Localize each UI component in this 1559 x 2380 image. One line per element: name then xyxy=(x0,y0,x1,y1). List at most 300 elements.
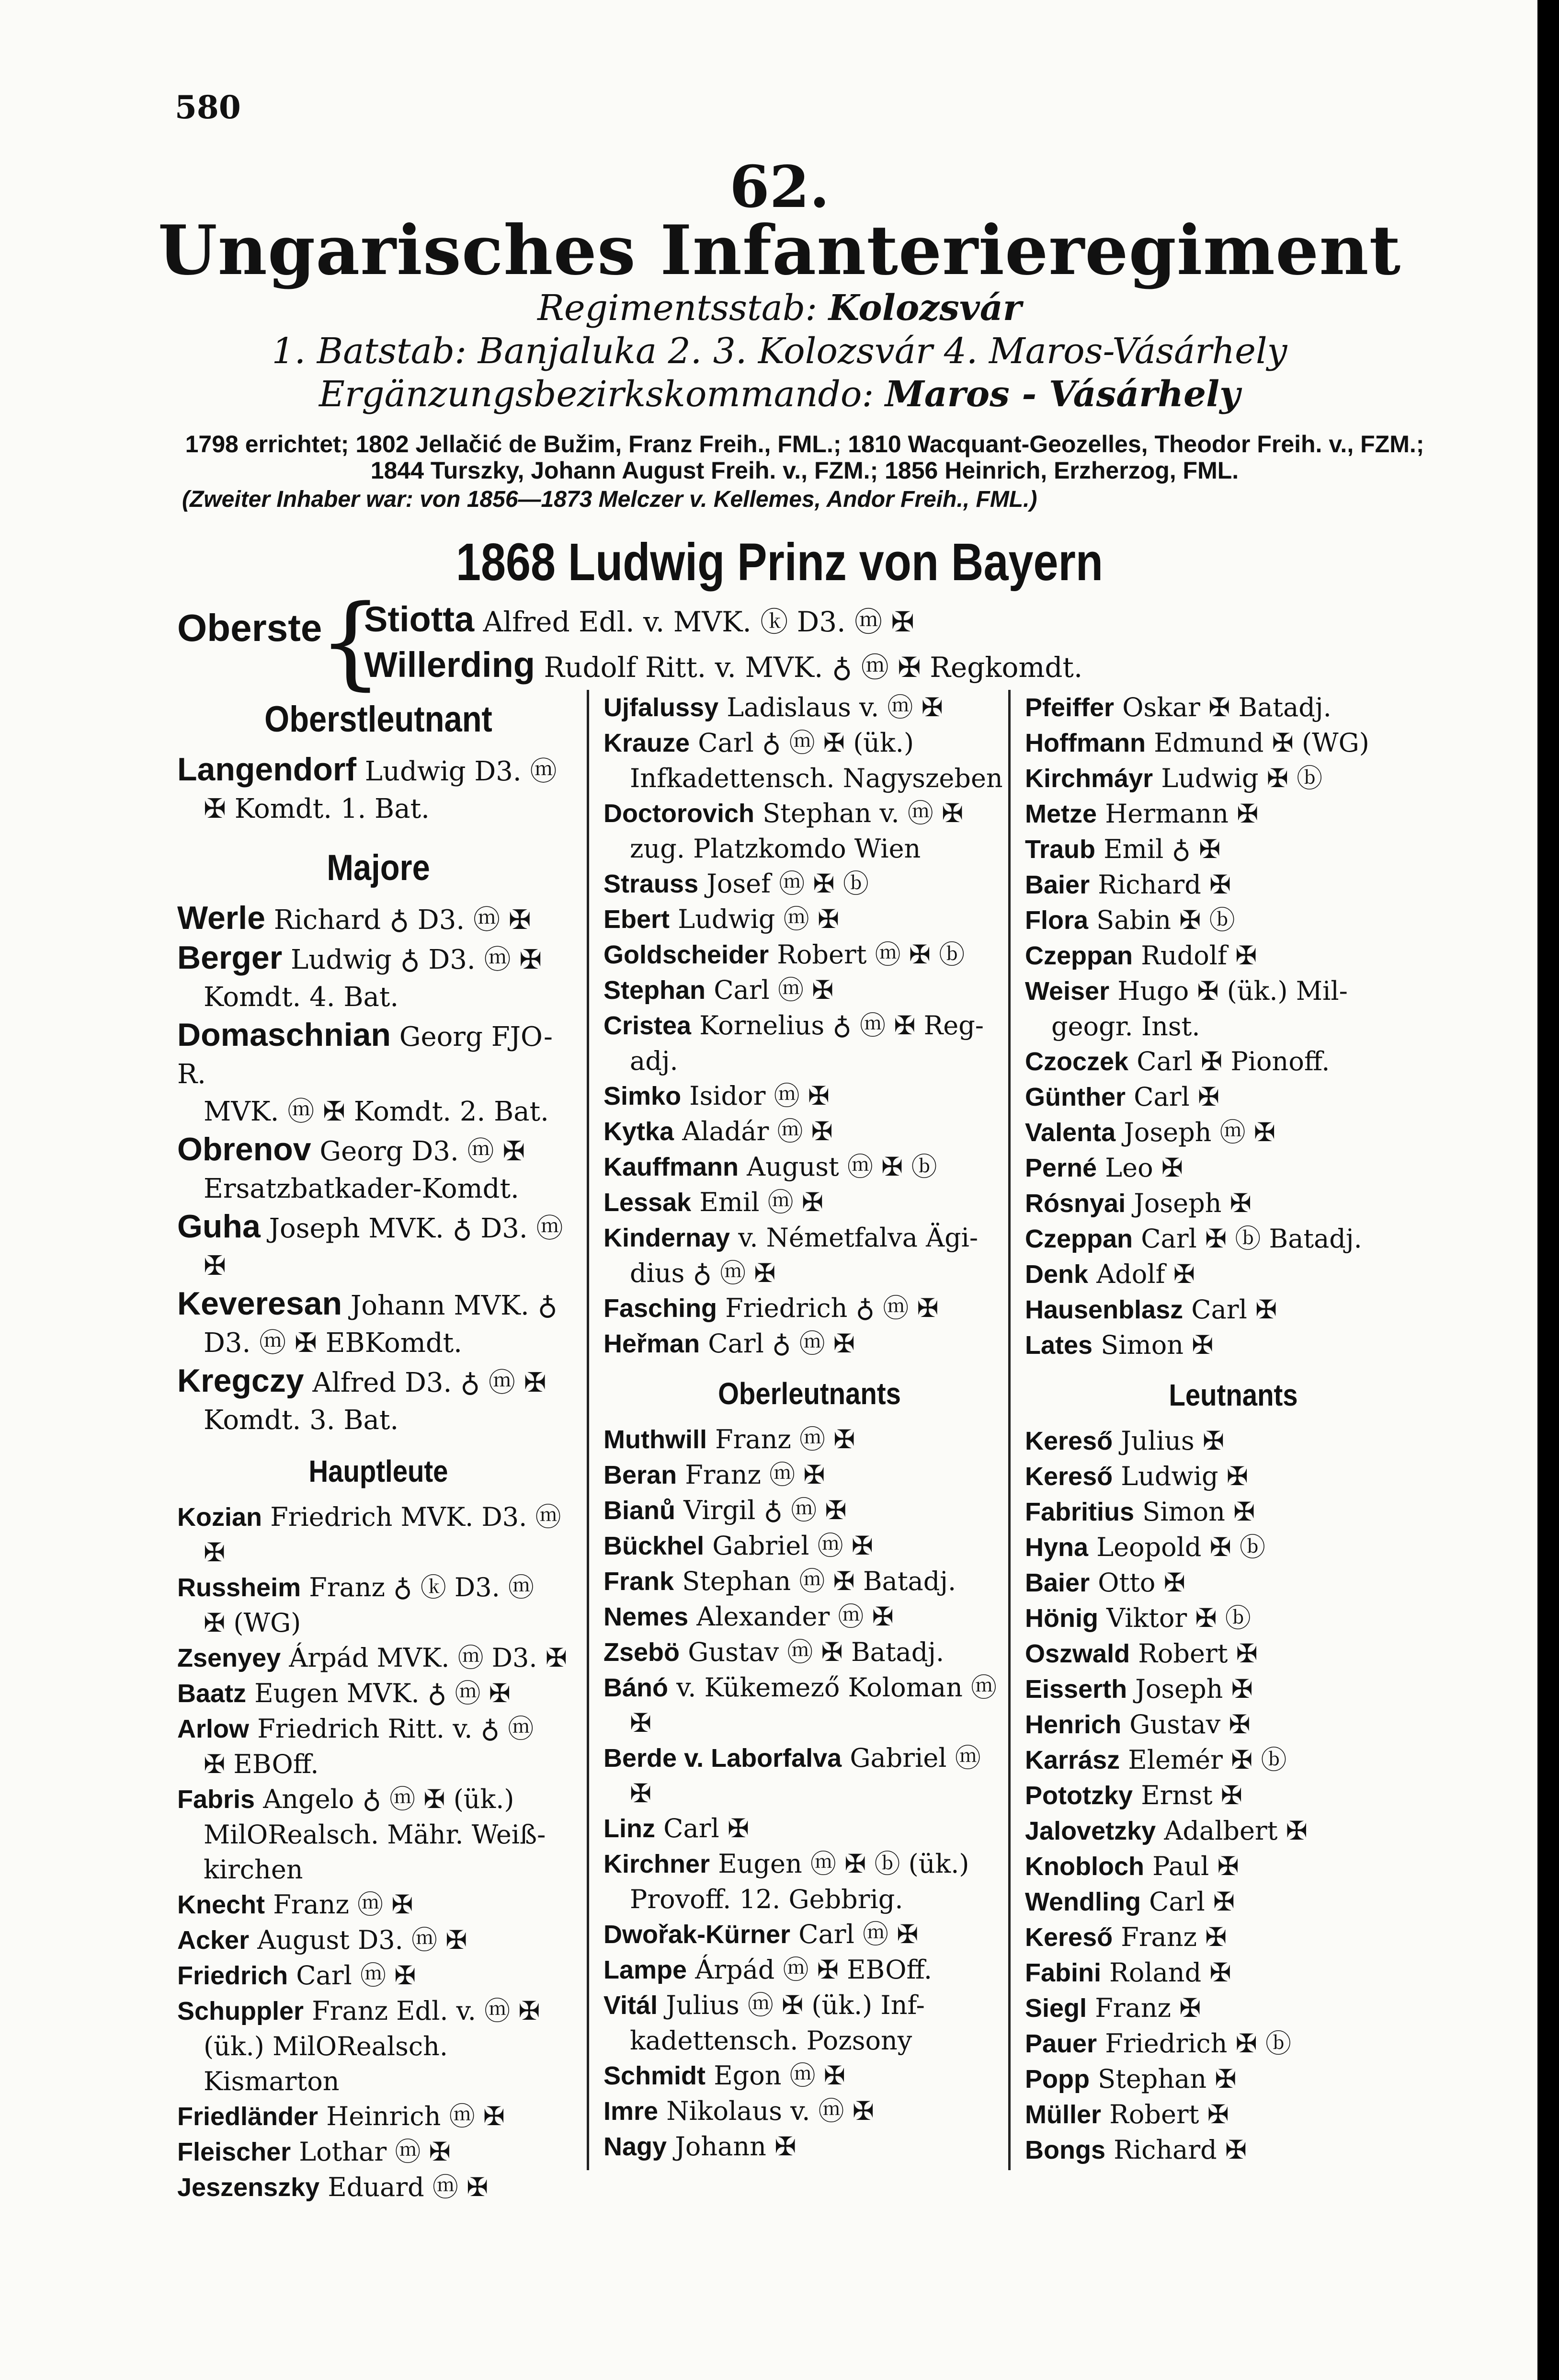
entry-continuation: Ersatzbatkader-Komdt. xyxy=(204,1173,519,1204)
officer-name: Schuppler xyxy=(177,1997,304,2025)
batstab-value: Banjaluka 2. 3. Kolozsvár 4. Maros-Vásárhely xyxy=(478,331,1287,372)
roster-entry xyxy=(603,2058,1015,2094)
officer-details: Richard ✠ xyxy=(1114,2135,1247,2165)
officer-name: Heřman xyxy=(603,1329,700,1358)
roster-entry xyxy=(177,2170,580,2205)
roster-entry xyxy=(1025,832,1442,867)
entry-continuation: Komdt. 3. Bat. xyxy=(204,1405,399,1436)
officer-details: Carl ⓜ ✠ xyxy=(798,1919,919,1949)
roster-entry xyxy=(1025,1459,1442,1494)
section-heading-hauptleute: Hauptleute xyxy=(308,1454,448,1488)
roster-entry xyxy=(1025,1150,1442,1186)
officer-details: Roland ✠ xyxy=(1109,1957,1231,1988)
ergaenzung-label: Ergänzungsbezirkskommando: xyxy=(319,374,874,415)
officer-details: Ludwig ⓜ ✠ xyxy=(678,904,840,934)
officer-details: Hugo ✠ (ük.) Mil- xyxy=(1117,976,1348,1006)
section-heading-leutnants: Leutnants xyxy=(1169,1378,1298,1412)
roster-entry xyxy=(1025,1423,1442,1459)
roster-entry xyxy=(1025,903,1442,938)
officer-details: Franz ✠ xyxy=(1095,1993,1201,2023)
officer-name: Hönig xyxy=(1025,1604,1098,1633)
officer-name: Kregczy xyxy=(177,1362,304,1399)
officer-details: Carl ✠ xyxy=(663,1813,750,1843)
officer-name: Kozian xyxy=(177,1503,262,1532)
roster-entry xyxy=(1025,1955,1442,1991)
officer-name: Kirchmáyr xyxy=(1025,764,1153,793)
officer-details: Georg D3. ⓜ ✠ xyxy=(319,1136,525,1167)
officer-name: Valenta xyxy=(1025,1118,1116,1147)
entry-continuation: MVK. ⓜ ✠ Komdt. 2. Bat. xyxy=(204,1096,549,1127)
officer-name: Czeppan xyxy=(1025,941,1133,970)
roster-entry xyxy=(177,1958,580,1993)
roster-entry xyxy=(177,939,580,1016)
oberst-entry xyxy=(364,599,914,640)
officer-details: Árpád MVK. ⓜ D3. ✠ xyxy=(289,1643,567,1673)
officer-name: Günther xyxy=(1025,1083,1126,1111)
officer-details: Carl ♁ ⓜ ✠ (ük.) xyxy=(698,728,914,758)
entry-continuation: dius ♁ ⓜ ✠ xyxy=(630,1258,776,1288)
roster-entry xyxy=(1025,1292,1442,1327)
roster-entry xyxy=(603,1917,1015,1952)
officer-details: Richard ✠ xyxy=(1098,870,1231,900)
roster-entry xyxy=(177,2099,580,2134)
roster-entry xyxy=(1025,938,1442,973)
officer-name: Friedländer xyxy=(177,2102,319,2131)
officer-name: Strauss xyxy=(603,870,699,898)
roster-entry xyxy=(177,1676,580,1711)
oberst-details: Alfred Edl. v. MVK. ⓚ D3. ⓜ ✠ xyxy=(483,606,915,638)
entry-continuation: ✠ (WG) xyxy=(204,1608,301,1638)
officer-details: Robert ⓜ ✠ ⓑ xyxy=(777,939,965,970)
roster-entry xyxy=(177,1285,580,1362)
roster-entry xyxy=(603,1149,1015,1185)
officer-name: Flora xyxy=(1025,906,1089,935)
officer-details: Ludwig ✠ ⓑ xyxy=(1161,763,1323,793)
roster-entry xyxy=(177,1362,580,1439)
roster-entry xyxy=(603,1078,1015,1114)
officer-name: Fasching xyxy=(603,1294,717,1323)
officer-name: Schmidt xyxy=(603,2061,706,2090)
regimentsstab-label: Regimentsstab: xyxy=(537,287,818,329)
officer-details: Leo ✠ xyxy=(1105,1153,1183,1183)
batstab-line xyxy=(0,331,1537,372)
officer-name: Karrász xyxy=(1025,1746,1120,1774)
roster-entry xyxy=(603,1291,1015,1326)
ergaenzung-value: Maros - Vásárhely xyxy=(885,374,1240,415)
roster-entry xyxy=(603,1635,1015,1670)
regiment-number: 62. xyxy=(729,153,830,221)
officer-name: Kereső xyxy=(1025,1427,1113,1455)
officer-details: Heinrich ⓜ ✠ xyxy=(326,2101,505,2131)
officer-details: August ⓜ ✠ ⓑ xyxy=(747,1152,937,1182)
officer-details: Ludwig D3. ⓜ xyxy=(364,756,557,787)
regimentsstab-line xyxy=(0,287,1537,329)
roster-entry xyxy=(177,1711,580,1782)
officer-name: Jalovetzky xyxy=(1025,1817,1156,1845)
officer-name: Baier xyxy=(1025,870,1090,899)
column-3 xyxy=(1025,690,1442,2168)
page-title: Ungarisches Infanterieregiment xyxy=(158,211,1401,290)
column-1 xyxy=(177,690,580,2205)
entry-continuation: ✠ xyxy=(204,1537,226,1568)
roster-entry xyxy=(603,2094,1015,2129)
officer-name: Bánó xyxy=(603,1673,668,1702)
officer-details: Carl ⓜ ✠ xyxy=(714,975,834,1005)
roster-entry xyxy=(603,1326,1015,1362)
officer-details: August D3. ⓜ ✠ xyxy=(257,1925,467,1955)
entry-continuation: kadettensch. Pozsony xyxy=(630,2025,912,2056)
officer-details: Paul ✠ xyxy=(1152,1851,1239,1881)
section-heading-oberleutnants: Oberleutnants xyxy=(718,1376,901,1411)
regiment-owner: 1868 Ludwig Prinz von Bayern xyxy=(456,533,1103,592)
roster-entry xyxy=(177,2134,580,2170)
officer-details: Friedrich ✠ ⓑ xyxy=(1105,2028,1292,2059)
roster-entry xyxy=(177,1782,580,1887)
roster-entry xyxy=(1025,1044,1442,1079)
officer-details: Simon ✠ xyxy=(1142,1497,1255,1527)
officer-details: Joseph ⓜ ✠ xyxy=(1124,1117,1276,1147)
officer-details: Hermann ✠ xyxy=(1105,799,1259,829)
roster-entry xyxy=(1025,1530,1442,1565)
roster-entry xyxy=(1025,1636,1442,1671)
officer-name: Russheim xyxy=(177,1573,301,1602)
officer-details: Friedrich MVK. D3. ⓜ xyxy=(270,1502,561,1532)
roster-entry xyxy=(603,1740,1015,1811)
officer-name: Krauze xyxy=(603,729,690,757)
roster-entry xyxy=(1025,1920,1442,1955)
officer-details: v. Kükemező Koloman ⓜ xyxy=(676,1672,997,1703)
officer-name: Doctorovich xyxy=(603,799,755,828)
officer-name: Berger xyxy=(177,939,283,976)
entry-continuation: MilORealsch. Mähr. Weiß-kirchen xyxy=(204,1819,546,1885)
roster-entry xyxy=(1025,1257,1442,1292)
roster-entry xyxy=(603,1599,1015,1635)
officer-details: Elemér ✠ ⓑ xyxy=(1128,1745,1287,1775)
officer-name: Baier xyxy=(1025,1568,1090,1597)
officer-name: Perné xyxy=(1025,1154,1097,1182)
roster-entry xyxy=(1025,1115,1442,1150)
officer-details: Angelo ♁ ⓜ ✠ (ük.) xyxy=(263,1784,514,1814)
roster-entry xyxy=(603,1457,1015,1493)
officer-details: Friedrich ♁ ⓜ ✠ xyxy=(725,1293,939,1323)
officer-details: Georg FJO-R. xyxy=(177,1021,553,1090)
officer-name: Zsebö xyxy=(603,1638,680,1667)
roster-entry xyxy=(177,1499,580,1570)
officer-details: Julius ✠ xyxy=(1121,1426,1225,1456)
roster-entry xyxy=(1025,973,1442,1044)
section-heading-oberstleutnant: Oberstleutnant xyxy=(264,699,492,740)
roster-entry xyxy=(603,725,1015,796)
officer-name: Müller xyxy=(1025,2100,1102,2129)
officer-name: Werle xyxy=(177,900,265,936)
officer-details: Carl ✠ ⓑ Batadj. xyxy=(1141,1224,1362,1254)
roster-entry xyxy=(177,1016,580,1131)
officer-details: Richard ♁ D3. ⓜ ✠ xyxy=(273,904,531,936)
officer-name: Siegl xyxy=(1025,1994,1087,2023)
roster-entry xyxy=(603,1811,1015,1846)
officer-name: Lessak xyxy=(603,1188,692,1217)
entry-continuation: Infkadettensch. Nagyszeben xyxy=(630,763,1003,793)
roster-entry xyxy=(1025,2132,1442,2168)
roster-entry xyxy=(603,1220,1015,1291)
roster-entry xyxy=(603,690,1015,725)
officer-name: Lampe xyxy=(603,1956,687,1984)
roster-entry xyxy=(177,1993,580,2099)
officer-details: Franz ⓜ ✠ xyxy=(715,1424,855,1454)
entry-continuation: D3. ⓜ ✠ EBKomdt. xyxy=(204,1327,462,1359)
officer-name: Domaschnian xyxy=(177,1017,391,1053)
roster-entry xyxy=(1025,1884,1442,1920)
officer-details: Carl ♁ ⓜ ✠ xyxy=(708,1328,855,1359)
officer-details: Oskar ✠ Batadj. xyxy=(1122,692,1331,722)
officer-name: Pauer xyxy=(1025,2029,1097,2058)
officer-name: Fleischer xyxy=(177,2138,291,2166)
officer-name: Keveresan xyxy=(177,1285,342,1322)
officer-name: Acker xyxy=(177,1926,250,1955)
officer-details: Stephan ⓜ ✠ Batadj. xyxy=(682,1566,956,1596)
roster-entry xyxy=(603,973,1015,1008)
roster-entry xyxy=(177,899,580,939)
roster-entry xyxy=(1025,1565,1442,1601)
entry-continuation: (ük.) MilORealsch. Kismarton xyxy=(204,2031,448,2096)
officer-details: Ludwig ✠ xyxy=(1121,1461,1248,1491)
officer-name: Baatz xyxy=(177,1679,247,1708)
roster-entry xyxy=(603,1493,1015,1528)
officer-name: Dwořak-Kürner xyxy=(603,1920,791,1949)
officer-details: Carl ✠ xyxy=(1149,1887,1235,1917)
officer-details: Franz ♁ ⓚ D3. ⓜ xyxy=(309,1572,534,1602)
officer-details: Franz ⓜ ✠ xyxy=(273,1889,413,1920)
officer-details: Robert ✠ xyxy=(1138,1638,1258,1669)
oberst-name: Willerding xyxy=(364,645,535,685)
officer-details: Ladislaus v. ⓜ ✠ xyxy=(727,692,943,722)
officer-name: Friedrich xyxy=(177,1961,288,1990)
officer-details: v. Németfalva Ägi- xyxy=(738,1223,979,1253)
officer-name: Zsenyey xyxy=(177,1644,281,1672)
roster-entry xyxy=(1025,725,1442,761)
officer-name: Kereső xyxy=(1025,1462,1113,1491)
roster-entry xyxy=(1025,796,1442,832)
officer-details: Lothar ⓜ ✠ xyxy=(299,2137,451,2167)
regimentsstab-value: Kolozsvár xyxy=(828,287,1022,329)
officer-details: Adalbert ✠ xyxy=(1164,1816,1308,1846)
officer-name: Imre xyxy=(603,2097,659,2126)
officer-details: Alfred D3. ♁ ⓜ ✠ xyxy=(312,1367,546,1398)
officer-name: Czeppan xyxy=(1025,1224,1133,1253)
officer-details: Stephan v. ⓜ ✠ xyxy=(762,798,964,828)
officer-name: Kereső xyxy=(1025,1923,1113,1952)
officer-details: Adolf ✠ xyxy=(1096,1259,1195,1289)
entry-list xyxy=(177,751,580,828)
brace-glyph: { xyxy=(319,583,383,700)
officer-details: Franz ⓜ ✠ xyxy=(685,1460,825,1490)
roster-entry xyxy=(603,866,1015,902)
officer-name: Kindernay xyxy=(603,1224,730,1252)
section-heading-majore: Majore xyxy=(327,847,430,888)
roster-entry xyxy=(1025,1494,1442,1530)
entry-list xyxy=(1025,1423,1442,2168)
column-2 xyxy=(603,690,1015,2164)
roster-entry xyxy=(1025,1186,1442,1221)
officer-details: Virgil ♁ ⓜ ✠ xyxy=(683,1495,847,1525)
officer-details: Otto ✠ xyxy=(1098,1568,1185,1598)
officer-name: Frank xyxy=(603,1567,674,1596)
officer-name: Kauffmann xyxy=(603,1153,739,1181)
officer-name: Nemes xyxy=(603,1602,689,1631)
officer-details: Emil ⓜ ✠ xyxy=(699,1187,824,1217)
roster-entry xyxy=(603,1952,1015,1988)
officer-details: Carl ⓜ ✠ xyxy=(296,1960,416,1991)
officer-details: Gustav ⓜ ✠ Batadj. xyxy=(688,1637,945,1667)
column-divider xyxy=(587,690,589,2170)
roster-entry xyxy=(1025,1778,1442,1813)
officer-name: Fabini xyxy=(1025,1958,1101,1987)
history-text: 1798 errichtet; 1802 Jellačić de Bužim, Franz Freih., FML.; 1810 Wacquant-Geozelles, Theodor Freih. v., FZM.; 1844 Turszky, Johann August Freih. v., FZM.; 1856 Heinrich, Erzherzog, FML. xyxy=(185,431,1424,484)
roster-entry xyxy=(603,796,1015,866)
officer-details: Stephan ✠ xyxy=(1098,2064,1237,2094)
officer-name: Popp xyxy=(1025,2065,1090,2094)
roster-entry xyxy=(603,1846,1015,1917)
officer-name: Traub xyxy=(1025,835,1096,864)
roster-entry xyxy=(1025,1707,1442,1742)
officer-details: Julius ⓜ ✠ (ük.) Inf- xyxy=(666,1990,925,2020)
roster-entry xyxy=(1025,2097,1442,2132)
officer-details: Kornelius ♁ ⓜ ✠ Reg- xyxy=(699,1010,984,1041)
officer-details: Viktor ✠ ⓑ xyxy=(1106,1603,1251,1633)
officer-details: Ludwig ♁ D3. ⓜ ✠ xyxy=(291,944,542,975)
entry-list xyxy=(177,1499,580,2205)
roster-entry xyxy=(1025,1221,1442,1257)
entry-continuation: zug. Platzkomdo Wien xyxy=(630,834,921,864)
officer-details: Rudolf ✠ xyxy=(1141,940,1257,971)
roster-entry xyxy=(1025,1671,1442,1707)
officer-name: Czoczek xyxy=(1025,1047,1129,1076)
officer-name: Hausenblasz xyxy=(1025,1295,1183,1324)
officer-details: Johann MVK. ♁ xyxy=(350,1290,558,1321)
roster-entry xyxy=(177,751,580,828)
oberste-label: Oberste xyxy=(177,606,322,649)
roster-entry xyxy=(177,1131,580,1208)
roster-entry xyxy=(603,1988,1015,2058)
entry-continuation: Provoff. 12. Gebbrig. xyxy=(630,1884,903,1914)
roster-entry xyxy=(1025,1849,1442,1884)
roster-entry xyxy=(603,1670,1015,1740)
roster-entry xyxy=(177,1208,580,1285)
officer-name: Hoffmann xyxy=(1025,729,1146,757)
roster-entry xyxy=(603,1422,1015,1457)
officer-name: Knecht xyxy=(177,1890,265,1919)
roster-entry xyxy=(1025,1991,1442,2026)
officer-name: Eisserth xyxy=(1025,1675,1127,1704)
officer-name: Denk xyxy=(1025,1260,1089,1289)
roster-entry xyxy=(177,1922,580,1958)
officer-details: Gustav ✠ xyxy=(1129,1709,1251,1739)
roster-entry xyxy=(177,1570,580,1640)
officer-name: Hyna xyxy=(1025,1533,1089,1562)
roster-entry xyxy=(1025,1601,1442,1636)
officer-name: Knobloch xyxy=(1025,1852,1144,1881)
officer-name: Fabritius xyxy=(1025,1498,1135,1526)
roster-entry xyxy=(1025,1813,1442,1849)
roster-entry xyxy=(603,2129,1015,2164)
roster-entry xyxy=(603,1564,1015,1599)
roster-entry xyxy=(177,1887,580,1922)
officer-name: Berde v. Laborfalva xyxy=(603,1744,842,1773)
officer-name: Cristea xyxy=(603,1011,692,1040)
officer-details: Carl ✠ xyxy=(1134,1082,1220,1112)
officer-name: Bianů xyxy=(603,1496,676,1525)
ergaenzung-line xyxy=(0,374,1537,415)
roster-entry xyxy=(603,1185,1015,1220)
roster-entry xyxy=(1025,2061,1442,2097)
officer-details: Robert ✠ xyxy=(1109,2099,1229,2129)
officer-details: Eduard ⓜ ✠ xyxy=(328,2172,489,2202)
officer-details: Sabin ✠ ⓑ xyxy=(1096,905,1235,935)
officer-details: Alexander ⓜ ✠ xyxy=(696,1602,894,1632)
officer-name: Beran xyxy=(603,1461,677,1489)
officer-details: Gabriel ⓜ xyxy=(850,1743,981,1773)
officer-details: Ernst ✠ xyxy=(1141,1780,1243,1810)
officer-details: Nikolaus v. ⓜ ✠ xyxy=(666,2096,874,2126)
officer-details: Egon ⓜ ✠ xyxy=(714,2060,846,2091)
entry-continuation: ✠ xyxy=(630,1778,652,1808)
officer-details: Franz Edl. v. ⓜ ✠ xyxy=(312,1996,540,2026)
officer-name: Henrich xyxy=(1025,1710,1122,1739)
officer-details: Emil ♁ ✠ xyxy=(1104,834,1221,864)
entry-list xyxy=(603,690,1015,1362)
oberst-entry xyxy=(364,644,1082,685)
roster-entry xyxy=(603,1528,1015,1564)
oberst-details: Rudolf Ritt. v. MVK. ♁ ⓜ ✠ Regkomdt. xyxy=(544,651,1083,684)
roster-entry xyxy=(177,1640,580,1676)
roster-entry xyxy=(1025,2026,1442,2061)
officer-name: Guha xyxy=(177,1208,261,1245)
officer-name: Bückhel xyxy=(603,1532,705,1560)
entry-continuation: adj. xyxy=(630,1046,678,1076)
officer-name: Arlow xyxy=(177,1715,250,1743)
officer-name: Stephan xyxy=(603,976,706,1005)
officer-name: Pfeiffer xyxy=(1025,693,1115,722)
roster-entry xyxy=(1025,1079,1442,1115)
entry-list xyxy=(603,1422,1015,2164)
officer-details: Eugen MVK. ♁ ⓜ ✠ xyxy=(254,1678,511,1708)
roster-entry xyxy=(1025,867,1442,903)
officer-details: Joseph ✠ xyxy=(1135,1674,1253,1704)
entry-list xyxy=(1025,690,1442,1363)
officer-name: Jeszenszky xyxy=(177,2173,320,2202)
officer-details: Leopold ✠ ⓑ xyxy=(1096,1532,1266,1562)
officer-details: Friedrich Ritt. v. ♁ ⓜ xyxy=(257,1714,534,1744)
officer-details: Franz ✠ xyxy=(1121,1922,1227,1952)
entry-continuation: Komdt. 4. Bat. xyxy=(204,982,399,1013)
roster-entry xyxy=(1025,690,1442,725)
officer-details: Eugen ⓜ ✠ ⓑ (ük.) xyxy=(718,1849,969,1879)
page-number: 580 xyxy=(175,89,241,126)
roster-entry xyxy=(603,937,1015,973)
officer-details: Simon ✠ xyxy=(1101,1330,1214,1360)
officer-name: Rósnyai xyxy=(1025,1189,1126,1218)
roster-entry xyxy=(603,1114,1015,1149)
roster-entry xyxy=(1025,1327,1442,1363)
officer-details: Carl ✠ Pionoff. xyxy=(1137,1046,1330,1076)
entry-continuation: ✠ Komdt. 1. Bat. xyxy=(204,793,430,824)
officer-name: Obrenov xyxy=(177,1131,311,1167)
officer-name: Weiser xyxy=(1025,977,1110,1006)
officer-details: Isidor ⓜ ✠ xyxy=(689,1081,830,1111)
officer-details: Johann ✠ xyxy=(675,2131,797,2162)
officer-name: Goldscheider xyxy=(603,940,769,969)
officer-name: Linz xyxy=(603,1814,655,1843)
